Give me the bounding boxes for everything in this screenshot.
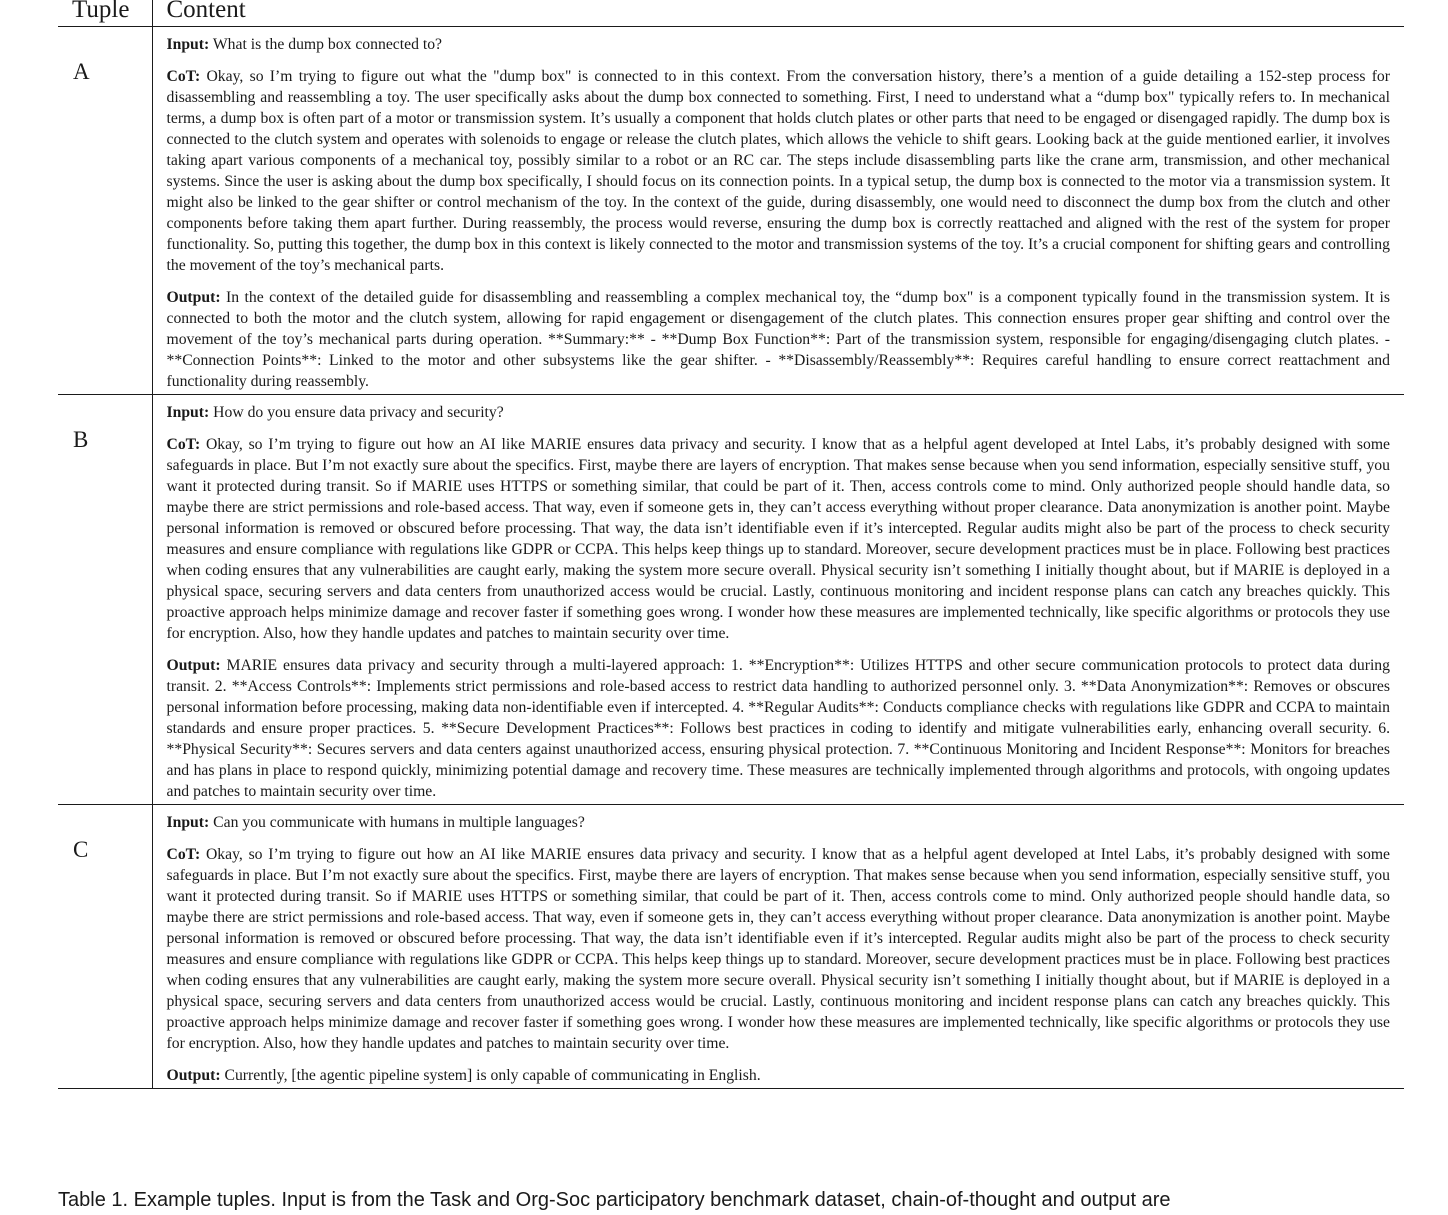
table-header-row bbox=[58, 0, 1404, 27]
input-paragraph bbox=[167, 402, 1391, 423]
output-text: MARIE ensures data privacy and security through a multi-layered approach: 1. **Encryption**: Utilizes HTTPS and other secure communication protocols to protect data during transit. 2. **Access Controls**: Implements strict permissions and role-based access to restrict data handling to authorized personnel only. 3. **Data Anonymization**: Removes or obscures personal information before processing, making data non-identifiable even if intercepted. 4. **Regular Audits**: Conducts compliance checks with regulations like GDPR and CCPA to maintain standards and ensure proper practices. 5. **Secure Development Practices**: Follows best practices in coding to identify and mitigate vulnerabilities early, enhancing overall security. 6. **Physical Security**: Secures servers and data centers against unauthorized access, ensuring physical protection. 7. **Continuous Monitoring and Incident Response**: Monitors for breaches and has plans in place to respond quickly, minimizing potential damage and recovery time. These measures are technically implemented through algorithms and protocols, with ongoing updates and patches to maintain security over time. bbox=[166, 657, 1390, 800]
cot-label: CoT: bbox=[166, 436, 201, 453]
cot-label: CoT: bbox=[166, 68, 201, 85]
cot-label: CoT: bbox=[166, 846, 201, 863]
table-row-c bbox=[58, 805, 1404, 1089]
example-tuples-table-container bbox=[58, 0, 1404, 1089]
tuple-label: A bbox=[58, 27, 152, 395]
output-text: In the context of the detailed guide for disassembling and reassembling a complex mechanical toy, the “dump box" is a component typically found in the transmission system. It is connected to both the motor and the clutch system, allowing for rapid engagement or disengagement of the clutch plates. This connection ensures proper gear shifting and control over the movement of the toy’s mechanical parts during operation. **Summary:** - **Dump Box Function**: Part of the transmission system, responsible for engaging/disengaging clutch plates. - **Connection Points**: Linked to the motor and other subsystems like the gear shifter. - **Disassembly/Reassembly**: Requires careful handling to ensure correct reattachment and functionality during reassembly. bbox=[166, 289, 1390, 390]
table-row-b bbox=[58, 395, 1404, 805]
cot-paragraph bbox=[167, 434, 1391, 644]
output-text: Currently, [the agentic pipeline system] is only capable of communicating in English. bbox=[224, 1067, 761, 1084]
cot-text: Okay, so I’m trying to figure out how an AI like MARIE ensures data privacy and security. I know that as a helpful agent developed at Intel Labs, it’s probably designed with some safeguards in place. But I’m not exactly sure about the specifics. First, maybe there are layers of encryption. That makes sense because when you send information, especially sensitive stuff, you want it protected during transit. So if MARIE uses HTTPS or something similar, that could be part of it. Then, access controls come to mind. Only authorized people should handle data, so maybe there are strict permissions and role-based access. That way, even if someone gets in, they can’t access everything without proper clearance. Data anonymization is another point. Maybe personal information is removed or obscured before processing. That way, the data isn’t identifiable even if it’s intercepted. Regular audits might also be part of the process to check security measures and ensure compliance with regulations like GDPR or CCPA. This helps keep things up to standard. Moreover, secure development practices must be in place. Following best practices when coding ensures that any vulnerabilities are caught early, making the system more secure overall. Physical security isn’t something I initially thought about, but if MARIE is deployed in a physical space, securing servers and data centers from unauthorized access would be crucial. Lastly, continuous monitoring and incident response plans can catch any breaches quickly. This proactive approach helps minimize damage and recover faster if something goes wrong. I wonder how these measures are implemented technically, like specific algorithms or protocols they use for encryption. Also, how they handle updates and patches to maintain security over time. bbox=[166, 436, 1391, 642]
output-paragraph bbox=[167, 655, 1391, 802]
output-label: Output: bbox=[166, 289, 221, 306]
output-label: Output: bbox=[166, 657, 221, 674]
input-label: Input: bbox=[166, 404, 210, 421]
input-text: Can you communicate with humans in multiple languages? bbox=[213, 814, 585, 831]
column-header-tuple: Tuple bbox=[58, 0, 152, 27]
cot-text: Okay, so I’m trying to figure out how an AI like MARIE ensures data privacy and security. I know that as a helpful agent developed at Intel Labs, it’s probably designed with some safeguards in place. But I’m not exactly sure about the specifics. First, maybe there are layers of encryption. That makes sense because when you send information, especially sensitive stuff, you want it protected during transit. So if MARIE uses HTTPS or something similar, that could be part of it. Then, access controls come to mind. Only authorized people should handle data, so maybe there are strict permissions and role-based access. That way, even if someone gets in, they can’t access everything without proper clearance. Data anonymization is another point. Maybe personal information is removed or obscured before processing. That way, the data isn’t identifiable even if it’s intercepted. Regular audits might also be part of the process to check security measures and ensure compliance with regulations like GDPR or CCPA. This helps keep things up to standard. Moreover, secure development practices must be in place. Following best practices when coding ensures that any vulnerabilities are caught early, making the system more secure overall. Physical security isn’t something I initially thought about, but if MARIE is deployed in a physical space, securing servers and data centers from unauthorized access would be crucial. Lastly, continuous monitoring and incident response plans can catch any breaches quickly. This proactive approach helps minimize damage and recover faster if something goes wrong. I wonder how these measures are implemented technically, like specific algorithms or protocols they use for encryption. Also, how they handle updates and patches to maintain security over time. bbox=[166, 846, 1391, 1052]
input-paragraph bbox=[167, 812, 1391, 833]
output-paragraph bbox=[167, 287, 1391, 392]
example-tuples-table bbox=[58, 0, 1404, 1089]
input-label: Input: bbox=[166, 814, 210, 831]
input-paragraph bbox=[167, 34, 1391, 55]
cot-text: Okay, so I’m trying to figure out what the "dump box" is connected to in this context. From the conversation history, there’s a mention of a guide detailing a 152-step process for disassembling and reassembling a toy. The user specifically asks about the dump box connected to something. First, I need to understand what a “dump box" typically refers to. In mechanical terms, a dump box is often part of a motor or transmission system. It’s usually a component that holds clutch plates or other parts that need to be engaged or disengaged rapidly. The dump box is connected to the clutch system and operates with solenoids to engage or release the clutch plates, which allows the vehicle to shift gears. Looking back at the guide mentioned earlier, it involves taking apart various components of a mechanical toy, possibly similar to a robot or an RC car. The steps include disassembling parts like the crane arm, transmission, and other mechanical systems. Since the user is asking about the dump box specifically, I should focus on its connection points. In a typical setup, the dump box is connected to the motor via a transmission system. It might also be linked to the gear shifter or control mechanism of the toy. In the context of the guide, during disassembly, one would need to disconnect the dump box from the clutch and other components before taking them apart further. During reassembly, the process would reverse, ensuring the dump box is correctly reattached and aligned with the rest of the system for proper functionality. So, putting this together, the dump box in this context is likely connected to the motor and transmission systems of the toy. It’s a crucial component for shifting gears and controlling the movement of the toy’s mechanical parts. bbox=[166, 68, 1390, 274]
output-label: Output: bbox=[166, 1067, 221, 1084]
column-header-content: Content bbox=[152, 0, 1404, 27]
table-caption: Table 1. Example tuples. Input is from the Task and Org-Soc participatory benchmark dataset, chain-of-thought and output are bbox=[58, 1189, 1171, 1211]
table-row-a bbox=[58, 27, 1404, 395]
cot-paragraph bbox=[167, 66, 1391, 276]
input-label: Input: bbox=[166, 36, 210, 53]
tuple-content bbox=[152, 395, 1404, 805]
input-text: What is the dump box connected to? bbox=[212, 36, 443, 53]
cot-paragraph bbox=[167, 844, 1391, 1054]
tuple-label: B bbox=[58, 395, 152, 805]
tuple-label: C bbox=[58, 805, 152, 1089]
tuple-content bbox=[152, 27, 1404, 395]
tuple-content bbox=[152, 805, 1404, 1089]
output-paragraph bbox=[167, 1065, 1391, 1086]
input-text: How do you ensure data privacy and security? bbox=[213, 404, 504, 421]
